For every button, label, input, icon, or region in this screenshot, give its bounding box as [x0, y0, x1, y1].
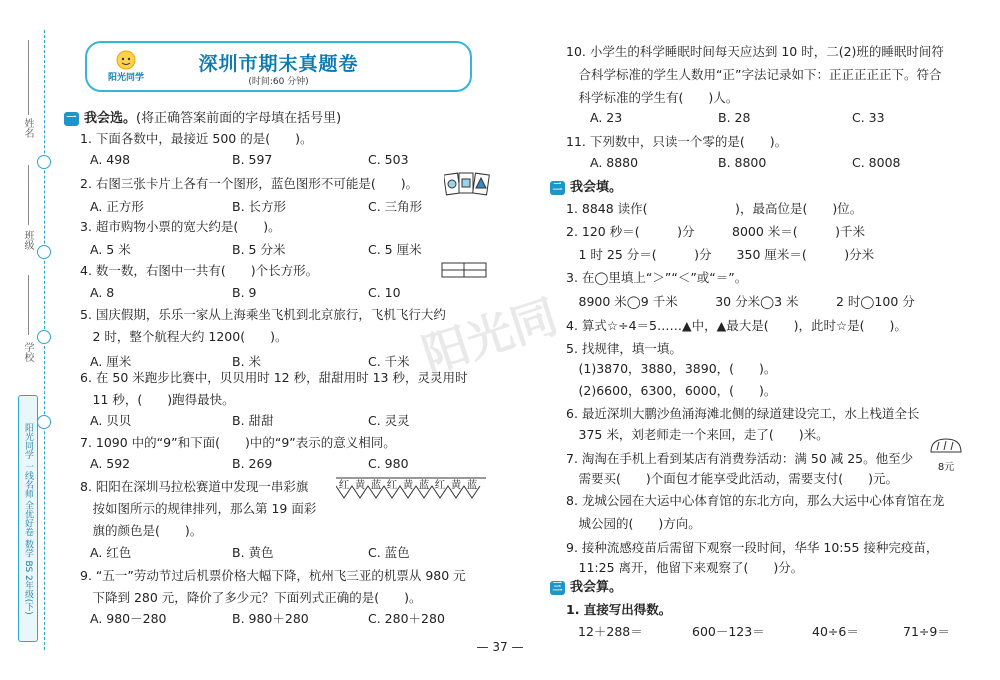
q3-text: 3. 超市购物小票的宽大约是( )。 — [80, 219, 281, 234]
shape-cards-icon — [444, 170, 490, 198]
q9-option[interactable]: B. 980＋280 — [232, 611, 309, 626]
q7-option[interactable]: B. 269 — [232, 456, 273, 471]
fill-question-line: 城公园的( )方向。 — [566, 516, 701, 531]
q9-option[interactable]: C. 280＋280 — [368, 611, 445, 626]
section-3-title: 我会算。 — [570, 580, 623, 595]
q10-option[interactable]: B. 28 — [718, 110, 751, 125]
section-2-badge: 二 — [550, 181, 565, 195]
calc-item: 40÷6＝ — [812, 624, 859, 639]
q1-option[interactable]: A. 498 — [90, 152, 131, 167]
flag-label: 黄 — [450, 479, 462, 491]
class-label: 班级 — [22, 230, 33, 250]
q3-option[interactable]: A. 5 米 — [90, 242, 131, 257]
time-limit: (时间:60 分钟) — [248, 77, 309, 87]
calc-item: 71÷9＝ — [903, 624, 950, 639]
flag-label: 红 — [338, 479, 350, 491]
q9-text: 下降到 280 元，降价了多少元？下面列式正确的是( )。 — [80, 590, 422, 605]
fill-question-line: 8900 米◯9 千米 30 分米◯3 米 2 时◯100 分 — [566, 294, 915, 309]
section-3-header — [550, 576, 622, 595]
q2-option[interactable]: A. 正方形 — [90, 199, 144, 214]
q4-option[interactable]: A. 8 — [90, 285, 115, 300]
flag-label: 黄 — [402, 479, 414, 491]
q7-option[interactable]: A. 592 — [90, 456, 131, 471]
q3-option[interactable]: C. 5 厘米 — [368, 242, 422, 257]
q8-option[interactable]: B. 黄色 — [232, 545, 274, 560]
section-3-badge: 三 — [550, 581, 565, 595]
class-line — [28, 165, 29, 225]
bread-icon — [928, 437, 964, 455]
flag-label: 红 — [386, 479, 398, 491]
q10-option[interactable]: C. 33 — [852, 110, 885, 125]
q10-text: 合科学标准的学生人数用“正”字法记录如下：正正正正正下。符合 — [566, 67, 942, 82]
fill-question-line: 375 米，刘老师走一个来回，走了( )米。 — [566, 427, 829, 442]
fill-question-line: 11:25 离开，他留下来观察了( )分。 — [566, 560, 804, 575]
q4-text: 4. 数一数，右图中一共有( )个长方形。 — [80, 263, 319, 278]
flag-label: 蓝 — [370, 479, 382, 491]
fill-question-line: 9. 接种流感疫苗后需留下观察一段时间，华华 10:55 接种完疫苗， — [566, 540, 939, 555]
exam-header — [85, 41, 472, 92]
flag-label: 蓝 — [466, 479, 478, 491]
q10-option[interactable]: A. 23 — [590, 110, 623, 125]
q8-option[interactable]: A. 红色 — [90, 545, 132, 560]
section-2-title: 我会填。 — [570, 180, 623, 195]
binding-hole — [37, 245, 51, 259]
q1-option[interactable]: C. 503 — [368, 152, 409, 167]
q1-text: 1. 下面各数中，最接近 500 的是( )。 — [80, 131, 313, 146]
q5-option[interactable]: C. 千米 — [368, 354, 410, 369]
fill-question-line: 1 时 25 分＝( )分 350 厘米＝( )分米 — [566, 247, 875, 262]
q5-text: 2 时，整个航程大约 1200( )。 — [80, 329, 288, 344]
page-number: — 37 — — [476, 640, 524, 654]
q10-text: 10. 小学生的科学睡眠时间每天应达到 10 时，二(2)班的睡眠时间符 — [566, 44, 944, 59]
fill-question-line: 6. 最近深圳大鹏沙鱼涌海滩北侧的绿道建设完工，水上栈道全长 — [566, 406, 920, 421]
q5-option[interactable]: B. 米 — [232, 354, 262, 369]
section-1-title: 我会选。 — [84, 111, 137, 126]
fill-question-line: 4. 算式☆÷4＝5……▲中，▲最大是( )，此时☆是( )。 — [566, 318, 907, 333]
fill-question-line: 7. 淘淘在手机上看到某店有消费券活动：满 50 减 25。他至少 — [566, 451, 914, 466]
q2-text: 2. 右图三张卡片上各有一个图形，蓝色图形不可能是( )。 — [80, 176, 419, 191]
fill-question-line: 8. 龙城公园在大运中心体育馆的东北方向，那么大运中心体育馆在龙 — [566, 493, 945, 508]
calc-title: 1. 直接写出得数。 — [566, 602, 672, 617]
q8-text: 旗的颜色是( )。 — [80, 523, 203, 538]
flag-label: 黄 — [354, 479, 366, 491]
q11-option[interactable]: B. 8800 — [718, 155, 767, 170]
fill-question-line: (1)3870，3880，3890，( )。 — [566, 361, 777, 376]
logo-text: 阳光同学 — [107, 73, 145, 83]
binding-hole — [37, 155, 51, 169]
q1-option[interactable]: B. 597 — [232, 152, 273, 167]
spine-label: 阳光同学 一线名师 全优好卷 数学 BS 2年级(下) — [18, 395, 38, 642]
name-label: 姓名 — [22, 118, 33, 138]
q9-option[interactable]: A. 980－280 — [90, 611, 167, 626]
q8-option[interactable]: C. 蓝色 — [368, 545, 410, 560]
q6-option[interactable]: A. 贝贝 — [90, 413, 132, 428]
binding-hole — [37, 330, 51, 344]
binding-hole — [37, 415, 51, 429]
fill-question-line: 2. 120 秒＝( )分 8000 米＝( )千米 — [566, 224, 866, 239]
rectangle-grid-icon — [441, 262, 487, 278]
fill-question-line: 5. 找规律，填一填。 — [566, 341, 682, 356]
bread-figure — [928, 437, 968, 473]
section-1-header — [64, 107, 341, 126]
q8-text: 8. 阳阳在深圳马拉松赛道中发现一串彩旗 — [80, 479, 309, 494]
fill-question-line: 1. 8848 读作( )，最高位是( )位。 — [566, 201, 863, 216]
fill-question-line: 3. 在◯里填上“＞”“＜”或“＝”。 — [566, 270, 748, 285]
q11-text: 11. 下列数中，只读一个零的是( )。 — [566, 134, 788, 149]
q8-text: 按如图所示的规律排列，那么第 19 面彩 — [80, 501, 317, 516]
q4-option[interactable]: B. 9 — [232, 285, 257, 300]
q10-text: 科学标准的学生有( )人。 — [566, 90, 739, 105]
section-1-note: (将正确答案前面的字母填在括号里) — [136, 111, 342, 126]
q7-text: 7. 1090 中的“9”和下面( )中的“9”表示的意义相同。 — [80, 435, 396, 450]
q7-option[interactable]: C. 980 — [368, 456, 409, 471]
fill-question-line: 需要买( )个面包才能享受此活动，需要支付( )元。 — [566, 471, 899, 486]
q11-option[interactable]: A. 8880 — [590, 155, 639, 170]
q6-option[interactable]: C. 灵灵 — [368, 413, 410, 428]
school-label: 学校 — [22, 342, 33, 362]
q11-option[interactable]: C. 8008 — [852, 155, 901, 170]
binding-strip — [0, 0, 58, 680]
q4-option[interactable]: C. 10 — [368, 285, 401, 300]
fill-question-line: (2)6600，6300，6000，( )。 — [566, 383, 777, 398]
page-title: 深圳市期末真题卷 — [198, 53, 359, 75]
q6-text: 11 秒，( )跑得最快。 — [80, 392, 235, 407]
calc-item: 12＋288＝ — [578, 624, 643, 639]
bread-price: 8元 — [937, 462, 955, 473]
q6-option[interactable]: B. 甜甜 — [232, 413, 274, 428]
q2-option[interactable]: C. 三角形 — [368, 199, 423, 214]
flag-label: 红 — [434, 479, 446, 491]
watermark: 阳光同 — [415, 288, 564, 383]
q3-option[interactable]: B. 5 分米 — [232, 242, 286, 257]
q2-option[interactable]: B. 长方形 — [232, 199, 287, 214]
q5-option[interactable]: A. 厘米 — [90, 354, 132, 369]
section-2-header — [550, 176, 622, 195]
flag-label: 蓝 — [418, 479, 430, 491]
section-1-badge: 一 — [64, 112, 79, 126]
q9-text: 9. “五一”劳动节过后机票价格大幅下降，杭州飞三亚的机票从 980 元 — [80, 568, 466, 583]
name-line — [28, 40, 29, 115]
q6-text: 6. 在 50 米跑步比赛中，贝贝用时 12 秒，甜甜用时 13 秒，灵灵用时 — [80, 370, 468, 385]
calc-item: 600－123＝ — [692, 624, 765, 639]
school-line — [28, 275, 29, 335]
q5-text: 5. 国庆假期，乐乐一家从上海乘坐飞机到北京旅行，飞机飞行大约 — [80, 307, 446, 322]
flag-string — [336, 474, 486, 502]
